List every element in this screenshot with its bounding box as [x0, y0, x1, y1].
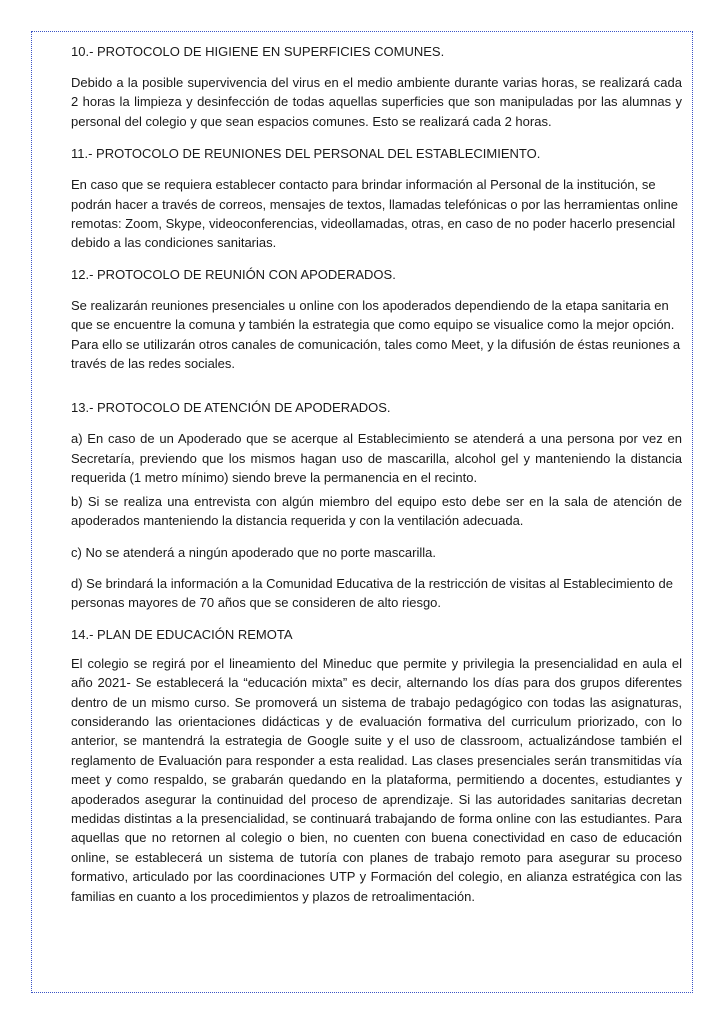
- document-body: [71, 42, 682, 906]
- section-10-heading: 10.- PROTOCOLO DE HIGIENE EN SUPERFICIES COMUNES.: [71, 44, 445, 59]
- section-10-body: Debido a la posible supervivencia del virus en el medio ambiente durante varias horas, se realizará cada 2 horas la limpieza y desinfección de todas aquellas superficies que son manipuladas por las alumnas y personal del colegio y que sean espacios comunes. Esto se realizará cada 2 horas.: [71, 75, 682, 129]
- section-13-heading: 13.- PROTOCOLO DE ATENCIÓN DE APODERADOS.: [71, 400, 391, 416]
- section-13-item-b: b) Si se realiza una entrevista con algún miembro del equipo esto debe ser en la sala de atención de apoderados manteniendo la distancia requerida y con la ventilación adecuada.: [71, 493, 682, 529]
- section-11-heading: 11.- PROTOCOLO DE REUNIONES DEL PERSONAL DEL ESTABLECIMIENTO.: [71, 146, 541, 162]
- section-14-body: El colegio se regirá por el lineamiento del Mineduc que permite y privilegia la presencialidad en aula el año 2021- Se establecerá la “educación mixta” es decir, alternando los días para dos grupos diferentes dentro de un mismo curso. Se promoverá un sistema de trabajo pedagógico con todas las asignaturas, considerando las orientaciones didácticas y de evaluación formativa del curriculum priorizado, con lo anterior, se mantendrá la estrategia de Google suite y el uso de classroom, actualizándose también el reglamento de Evaluación para responder a esta realidad. Las clases presenciales serán transmitidas vía meet y como respaldo, se grabarán quedando en la plataforma, permitiendo a docentes, estudiantes y apoderados asegurar la continuidad del proceso de aprendizaje. Si las autoridades sanitarias decretan medidas distintas a la presencialidad, se continuará trabajando de forma online con las estudiantes. Para aquellas que no retornen al colegio o bien, no cuenten con buena conectividad en caso de educación online, se establecerá un sistema de tutoría con planes de trabajo remoto para asegurar su proceso formativo, articulado por las coordinaciones UTP y Formación del colegio, en alianza estratégica con las familias en cuanto a los procedimientos y plazos de retroalimentación.: [71, 655, 682, 904]
- section-14-heading: 14.- PLAN DE EDUCACIÓN REMOTA: [71, 626, 293, 642]
- section-12-body: Se realizarán reuniones presenciales u online con los apoderados dependiendo de la etapa sanitaria en que se encuentre la comuna y también la estrategia que como equipo se visualice como la mejor opción. Para ello se utilizarán otros canales de comunicación, tales como Meet, y la difusión de éstas reuniones a través de las redes sociales.: [71, 297, 681, 372]
- section-13-item-a: a) En caso de un Apoderado que se acerque al Establecimiento se atenderá a una persona por vez en Secretaría, previendo que los mismos hagan uso de mascarilla, alcohol gel y manteniendo la distancia requerida (1 metro mínimo) siendo breve la permanencia en el recinto.: [71, 431, 682, 486]
- section-12-heading: 12.- PROTOCOLO DE REUNIÓN CON APODERADOS.: [71, 266, 396, 282]
- section-13-item-c: c) No se atenderá a ningún apoderado que no porte mascarilla.: [71, 544, 436, 560]
- section-13-item-d: d) Se brindará la información a la Comunidad Educativa de la restricción de visitas al Establecimiento de personas mayores de 70 años que se consideren de alto riesgo.: [71, 575, 673, 611]
- section-11-body: En caso que se requiera establecer contacto para brindar información al Personal de la institución, se podrán hacer a través de correos, mensajes de textos, llamadas telefónicas o por las herramientas online remotas: Zoom, Skype, videoconferencias, videollamadas, otras, en caso de no poder hacerlo presencial debido a las condiciones sanitarias.: [71, 177, 678, 251]
